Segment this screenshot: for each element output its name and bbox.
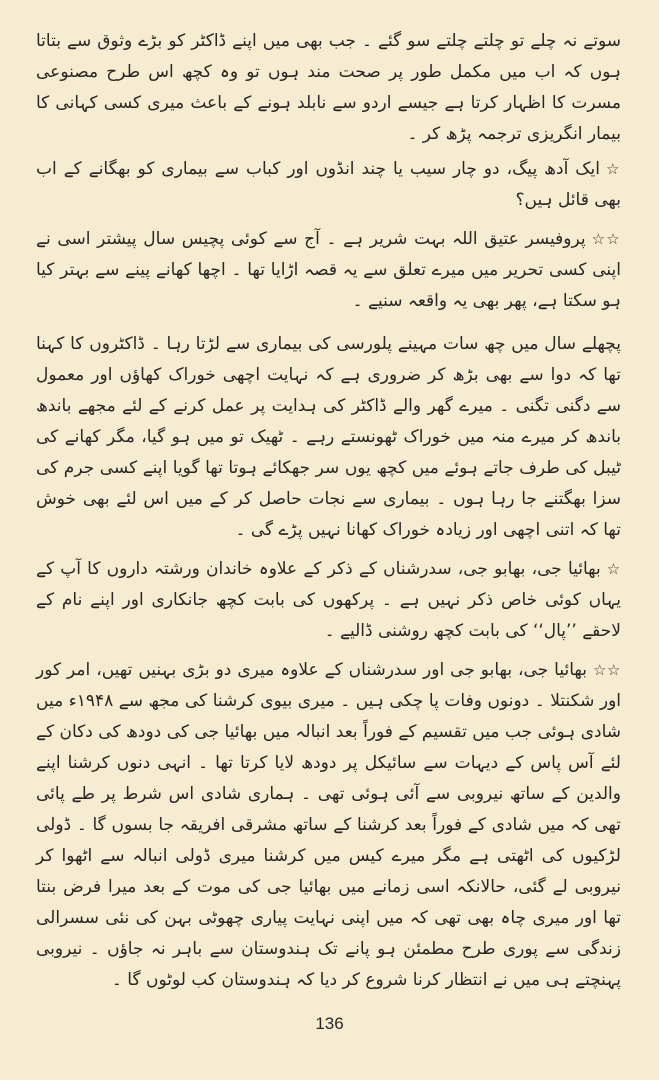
page-body [36, 26, 621, 996]
paragraph-text: سوتے نہ چلے تو چلتے چلتے سو گئے ۔ جب بھی میں اپنے ڈاکٹر کو بڑے وثوق سے بتاتا ہوں کہ اب میں مکمل طور پر صحت مند ہوں تو وہ کچھ اس طرح مصنوعی مسرت کا اظہار کرتا ہے جیسے اردو سے نابلد ہونے کے باعث میری کسی کہانی کا بیمار انگریزی ترجمہ پڑھ کر ۔ [36, 31, 621, 144]
double-star-marker-icon: ☆☆ [591, 230, 621, 248]
star-marker-icon: ☆ [606, 560, 621, 578]
paragraph [36, 329, 621, 546]
question-paragraph [36, 154, 621, 216]
star-marker-icon: ☆ [605, 160, 621, 178]
paragraph-text: پروفیسر عتیق اللہ بہت شریر ہے ۔ آج سے کوئی پچیس سال پیشتر اسی نے اپنی کسی تحریر میں میرے تعلق سے یہ قصہ اڑایا تھا ۔ اچھا کھانے پینے سے بہتر کیا ہو سکتا ہے، پھر بھی یہ واقعہ سنیے ۔ [36, 229, 621, 311]
paragraph [36, 26, 621, 150]
paragraph-text: پچھلے سال میں چھ سات مہینے پلورسی کی بیماری سے لڑتا رہا ۔ ڈاکٹروں کا کہنا تھا کہ دوا سے بھی بڑھ کر ضروری ہے کہ نہایت اچھی خوراک کھاؤں اور معمول سے دگنی تگنی ۔ میرے گھر والے ڈاکٹر کی ہدایت پر عمل کرنے کے لئے مجھے باندھ باندھ کر میرے منہ میں خوراک ٹھونستے رہے ۔ ٹھیک تو میں ہو گیا، مگر کھانے کی ٹیبل کی طرف جاتے ہوئے میں کچھ یوں سر جھکائے ہوتا تھا گویا اپنے کسی جرم کی سزا بھگتنے جا رہا ہوں ۔ بیماری سے نجات حاصل کر کے میں اس لئے بھی خوش تھا کہ اتنی اچھی اور زیادہ خوراک کھانا نہیں پڑے گی ۔ [36, 334, 621, 540]
question-paragraph [36, 554, 621, 647]
paragraph-text: بھائیا جی، بھابو جی، سدرشناں کے ذکر کے علاوہ خاندان ورشتہ داروں کا آپ کے یہاں کوئی خاص ذکر نہیں ہے ۔ پرکھوں کی بابت کچھ جانکاری اور اپنے نام کے لاحقے ’’پال‘‘ کی بابت کچھ روشنی ڈالیے ۔ [36, 559, 621, 641]
double-star-marker-icon: ☆☆ [592, 661, 621, 679]
answer-paragraph [36, 655, 621, 996]
answer-paragraph [36, 224, 621, 317]
page-number: 136 [315, 1014, 344, 1033]
paragraph-text: بھائیا جی، بھابو جی اور سدرشناں کے علاوہ میری دو بڑی بہنیں تھیں، امر کور اور شکنتلا ۔ دونوں وفات پا چکی ہیں ۔ میری بیوی کرشنا کی مجھ سے ۱۹۴۸ء میں شادی ہوئی جب میں تقسیم کے فوراً بعد انبالہ میں بھائیا جی کی دودھ کی دکان کے لئے آس پاس کے دیہات سے سائیکل پر دودھ لایا کرتا تھا ۔ انہی دنوں کرشنا اپنے والدین کے ساتھ نیروبی سے آئی ہوئی تھی ۔ ہماری شادی اس شرط پر طے پائی تھی کہ میں شادی کے فوراً بعد کرشنا کے ساتھ مشرقی افریقہ جا بسوں گا ۔ ڈولی لڑکیوں کی اٹھتی ہے مگر میرے کیس میں کرشنا میری ڈولی انبالہ سے اٹھوا کر نیروبی لے گئی، حالانکہ اسی زمانے میں بھائیا جی کی موت کے بعد میرا فرض بنتا تھا اور میری چاہ بھی تھی کہ میں اپنی نہایت پیاری چھوٹی بہن کی نئی سسرالی زندگی سے پوری طرح مطمئن ہو پانے تک ہندوستان سے باہر نہ جاؤں ۔ نیروبی پہنچتے ہی میں نے انتظار کرنا شروع کر دیا کہ ہندوستان کب لوٹوں گا ۔ [36, 660, 621, 990]
paragraph-text: ایک آدھ پیگ، دو چار سیب یا چند انڈوں اور کباب سے بیماری کو بھگانے کے اب بھی قائل ہیں؟ [36, 159, 621, 210]
